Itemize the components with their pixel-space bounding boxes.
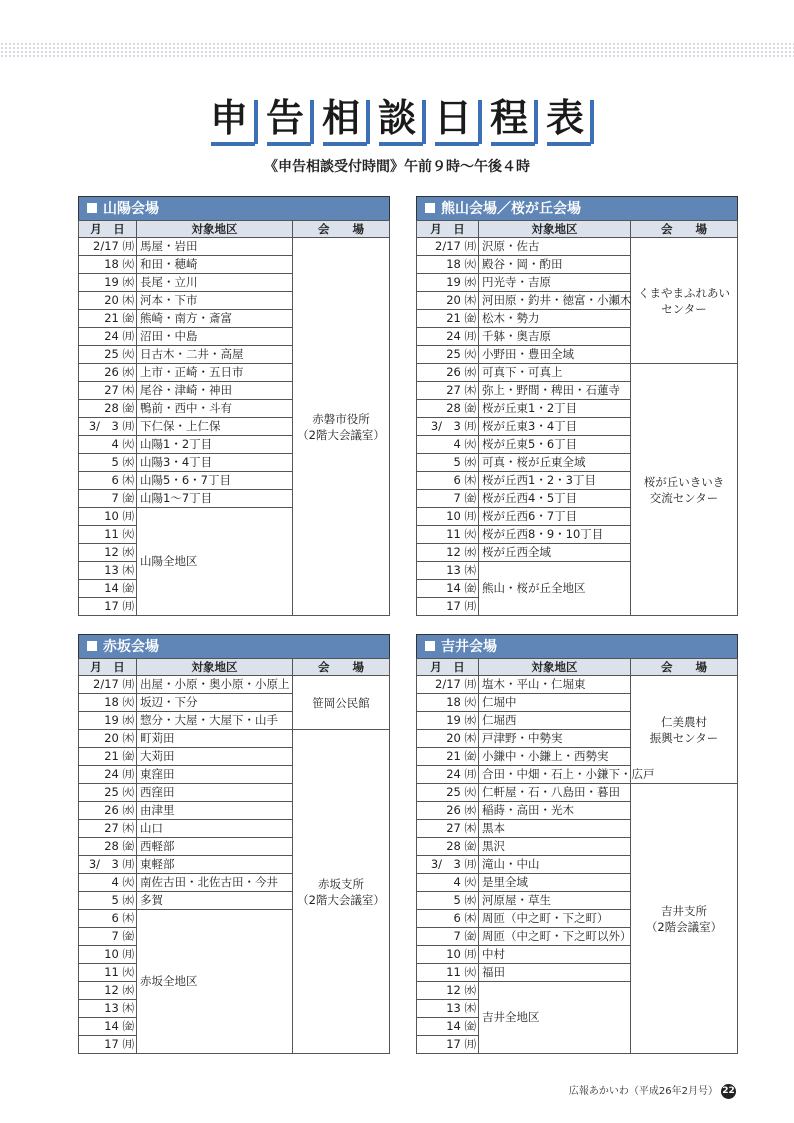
column-header-venue: 会 場 bbox=[293, 659, 390, 676]
area-cell: 河田原・釣井・徳富・小瀬木 bbox=[479, 292, 631, 310]
area-cell-merged: 吉井全地区 bbox=[479, 982, 631, 1054]
column-header-area: 対象地区 bbox=[479, 221, 631, 238]
date-cell: 4 ㈫ bbox=[79, 436, 137, 454]
date-cell: 26 ㈬ bbox=[79, 364, 137, 382]
area-cell: 日古木・二井・高屋 bbox=[137, 346, 293, 364]
date-cell: 21 ㈮ bbox=[79, 748, 137, 766]
date-cell: 6 ㈭ bbox=[417, 910, 479, 928]
date-cell: 4 ㈫ bbox=[417, 436, 479, 454]
schedule-table bbox=[416, 658, 738, 1054]
date-cell: 17 ㈪ bbox=[417, 598, 479, 616]
date-cell: 24 ㈪ bbox=[79, 328, 137, 346]
area-cell: 町苅田 bbox=[137, 730, 293, 748]
date-cell: 25 ㈫ bbox=[79, 784, 137, 802]
area-cell: 殿谷・岡・酌田 bbox=[479, 256, 631, 274]
title-char: 日 bbox=[431, 96, 475, 140]
header-row bbox=[417, 221, 738, 238]
area-cell: 中村 bbox=[479, 946, 631, 964]
area-cell: 桜が丘西8・9・10丁目 bbox=[479, 526, 631, 544]
date-cell: 14 ㈮ bbox=[79, 1018, 137, 1036]
panel-title: 熊山会場／桜が丘会場 bbox=[441, 201, 581, 217]
date-cell: 18 ㈫ bbox=[79, 256, 137, 274]
venue-cell: 桜が丘いきいき 交流センター bbox=[631, 364, 738, 616]
panel-heading bbox=[78, 196, 390, 220]
area-cell: 周匝（中之町・下之町） bbox=[479, 910, 631, 928]
date-cell: 5 ㈬ bbox=[417, 892, 479, 910]
column-header-date: 月 日 bbox=[417, 659, 479, 676]
date-cell: 24 ㈪ bbox=[79, 766, 137, 784]
date-cell: 20 ㈭ bbox=[417, 730, 479, 748]
date-cell: 27 ㈭ bbox=[79, 820, 137, 838]
area-cell: 和田・穂崎 bbox=[137, 256, 293, 274]
date-cell: 26 ㈬ bbox=[79, 802, 137, 820]
column-header-venue: 会 場 bbox=[293, 221, 390, 238]
date-cell: 3/ 3 ㈪ bbox=[417, 418, 479, 436]
date-cell: 24 ㈪ bbox=[417, 328, 479, 346]
date-cell: 18 ㈫ bbox=[417, 694, 479, 712]
date-cell: 21 ㈮ bbox=[417, 748, 479, 766]
title-char: 告 bbox=[263, 96, 307, 140]
panel-title: 赤坂会場 bbox=[103, 639, 159, 655]
date-cell: 17 ㈪ bbox=[79, 1036, 137, 1054]
date-cell: 7 ㈮ bbox=[79, 490, 137, 508]
venue-cell: 赤磐市役所 （2階大会議室） bbox=[293, 238, 390, 616]
area-cell: 山陽3・4丁目 bbox=[137, 454, 293, 472]
area-cell: 出屋・小原・奥小原・小原上 bbox=[137, 676, 293, 694]
date-cell: 10 ㈪ bbox=[417, 946, 479, 964]
venue-cell: 笹岡公民館 bbox=[293, 676, 390, 730]
area-cell: 可真下・可真上 bbox=[479, 364, 631, 382]
title-char: 申 bbox=[207, 96, 251, 140]
area-cell: 桜が丘西1・2・3丁目 bbox=[479, 472, 631, 490]
area-cell: 西軽部 bbox=[137, 838, 293, 856]
date-cell: 20 ㈭ bbox=[417, 292, 479, 310]
area-cell: 是里全域 bbox=[479, 874, 631, 892]
area-cell: 熊崎・南方・斎富 bbox=[137, 310, 293, 328]
date-cell: 4 ㈫ bbox=[79, 874, 137, 892]
date-cell: 25 ㈫ bbox=[79, 346, 137, 364]
date-cell: 7 ㈮ bbox=[417, 490, 479, 508]
area-cell: 円光寺・吉原 bbox=[479, 274, 631, 292]
date-cell: 17 ㈪ bbox=[79, 598, 137, 616]
area-cell: 桜が丘東5・6丁目 bbox=[479, 436, 631, 454]
column-header-venue: 会 場 bbox=[631, 221, 738, 238]
area-cell: 東軽部 bbox=[137, 856, 293, 874]
date-cell: 28 ㈮ bbox=[79, 400, 137, 418]
date-cell: 5 ㈬ bbox=[417, 454, 479, 472]
area-cell: 千躰・奥吉原 bbox=[479, 328, 631, 346]
date-cell: 11 ㈫ bbox=[417, 964, 479, 982]
area-cell: 山陽1・2丁目 bbox=[137, 436, 293, 454]
date-cell: 18 ㈫ bbox=[417, 256, 479, 274]
date-cell: 19 ㈬ bbox=[417, 712, 479, 730]
area-cell: 稲蒔・高田・光木 bbox=[479, 802, 631, 820]
area-cell: 桜が丘西6・7丁目 bbox=[479, 508, 631, 526]
footer bbox=[569, 1082, 736, 1099]
date-cell: 11 ㈫ bbox=[79, 964, 137, 982]
date-cell: 21 ㈮ bbox=[417, 310, 479, 328]
date-cell: 25 ㈫ bbox=[417, 346, 479, 364]
page-number: 22 bbox=[721, 1084, 736, 1099]
area-cell: 塩木・平山・仁堀東 bbox=[479, 676, 631, 694]
date-cell: 10 ㈪ bbox=[79, 508, 137, 526]
date-cell: 20 ㈭ bbox=[79, 292, 137, 310]
column-header-area: 対象地区 bbox=[137, 221, 293, 238]
publication-name: 広報あかいわ（平成26年2月号） bbox=[568, 1086, 718, 1097]
area-cell: 東窪田 bbox=[137, 766, 293, 784]
date-cell: 28 ㈮ bbox=[417, 838, 479, 856]
date-cell: 7 ㈮ bbox=[79, 928, 137, 946]
area-cell: 由津里 bbox=[137, 802, 293, 820]
area-cell: 沼田・中島 bbox=[137, 328, 293, 346]
panel-akasaka bbox=[78, 634, 390, 1054]
date-cell: 13 ㈭ bbox=[79, 1000, 137, 1018]
area-cell: 周匝（中之町・下之町以外） bbox=[479, 928, 631, 946]
date-cell: 3/ 3 ㈪ bbox=[417, 856, 479, 874]
area-cell: 黒沢 bbox=[479, 838, 631, 856]
venue-cell: 仁美農村 振興センター bbox=[631, 676, 738, 784]
area-cell: 小鎌中・小鎌上・西勢実 bbox=[479, 748, 631, 766]
date-cell: 19 ㈬ bbox=[79, 712, 137, 730]
area-cell: 松木・勢力 bbox=[479, 310, 631, 328]
panel-yoshii bbox=[416, 634, 738, 1054]
date-cell: 6 ㈭ bbox=[79, 472, 137, 490]
area-cell: 桜が丘西4・5丁目 bbox=[479, 490, 631, 508]
area-cell: 多賀 bbox=[137, 892, 293, 910]
title-char: 相 bbox=[319, 96, 363, 140]
date-cell: 13 ㈭ bbox=[417, 1000, 479, 1018]
table-row bbox=[417, 238, 738, 256]
date-cell: 14 ㈮ bbox=[79, 580, 137, 598]
panel-heading bbox=[416, 634, 738, 658]
title-char: 表 bbox=[543, 96, 587, 140]
panel-title: 山陽会場 bbox=[103, 201, 159, 217]
column-header-area: 対象地区 bbox=[137, 659, 293, 676]
date-cell: 3/ 3 ㈪ bbox=[79, 856, 137, 874]
table-row bbox=[79, 730, 390, 748]
header-row bbox=[79, 221, 390, 238]
date-cell: 13 ㈭ bbox=[79, 562, 137, 580]
schedule-table bbox=[78, 220, 390, 616]
panel-title: 吉井会場 bbox=[441, 639, 497, 655]
header-dot-band bbox=[0, 42, 794, 58]
venue-cell: くまやまふれあい センター bbox=[631, 238, 738, 364]
page-title bbox=[0, 96, 794, 148]
date-cell: 10 ㈪ bbox=[79, 946, 137, 964]
panel-sanyo bbox=[78, 196, 390, 616]
area-cell: 沢原・佐古 bbox=[479, 238, 631, 256]
date-cell: 20 ㈭ bbox=[79, 730, 137, 748]
date-cell: 12 ㈬ bbox=[417, 982, 479, 1000]
area-cell: 合田・中畑・石上・小鎌下・広戸 bbox=[479, 766, 631, 784]
area-cell: 鴨前・西中・斗有 bbox=[137, 400, 293, 418]
date-cell: 2/17 ㈪ bbox=[79, 676, 137, 694]
date-cell: 27 ㈭ bbox=[417, 382, 479, 400]
date-cell: 14 ㈮ bbox=[417, 580, 479, 598]
square-bullet-icon bbox=[425, 203, 435, 213]
area-cell: 山陽1〜7丁目 bbox=[137, 490, 293, 508]
panel-heading bbox=[416, 196, 738, 220]
date-cell: 2/17 ㈪ bbox=[417, 676, 479, 694]
table-row bbox=[417, 676, 738, 694]
area-cell: 桜が丘東3・4丁目 bbox=[479, 418, 631, 436]
date-cell: 11 ㈫ bbox=[79, 526, 137, 544]
area-cell: 黒本 bbox=[479, 820, 631, 838]
area-cell: 可真・桜が丘東全域 bbox=[479, 454, 631, 472]
area-cell: 大苅田 bbox=[137, 748, 293, 766]
area-cell-merged: 山陽全地区 bbox=[137, 508, 293, 616]
date-cell: 27 ㈭ bbox=[417, 820, 479, 838]
schedule-table bbox=[78, 658, 390, 1054]
area-cell: 惣分・大屋・大屋下・山手 bbox=[137, 712, 293, 730]
area-cell: 仁堀中 bbox=[479, 694, 631, 712]
area-cell: 上市・正崎・五日市 bbox=[137, 364, 293, 382]
date-cell: 5 ㈬ bbox=[79, 454, 137, 472]
venue-cell: 赤坂支所 （2階大会議室） bbox=[293, 730, 390, 1054]
date-cell: 2/17 ㈪ bbox=[417, 238, 479, 256]
date-cell: 6 ㈭ bbox=[79, 910, 137, 928]
area-cell-merged: 赤坂全地区 bbox=[137, 910, 293, 1054]
area-cell: 福田 bbox=[479, 964, 631, 982]
area-cell: 下仁保・上仁保 bbox=[137, 418, 293, 436]
date-cell: 14 ㈮ bbox=[417, 1018, 479, 1036]
date-cell: 13 ㈭ bbox=[417, 562, 479, 580]
area-cell: 長尾・立川 bbox=[137, 274, 293, 292]
date-cell: 18 ㈫ bbox=[79, 694, 137, 712]
table-row bbox=[417, 364, 738, 382]
date-cell: 25 ㈫ bbox=[417, 784, 479, 802]
area-cell: 山陽5・6・7丁目 bbox=[137, 472, 293, 490]
area-cell: 河本・下市 bbox=[137, 292, 293, 310]
title-char: 程 bbox=[487, 96, 531, 140]
date-cell: 11 ㈫ bbox=[417, 526, 479, 544]
table-row bbox=[417, 784, 738, 802]
date-cell: 17 ㈪ bbox=[417, 1036, 479, 1054]
date-cell: 21 ㈮ bbox=[79, 310, 137, 328]
area-cell: 戸津野・中勢実 bbox=[479, 730, 631, 748]
column-header-area: 対象地区 bbox=[479, 659, 631, 676]
panel-kumayama-sakuragaoka bbox=[416, 196, 738, 616]
area-cell: 仁堀西 bbox=[479, 712, 631, 730]
area-cell: 河原屋・草生 bbox=[479, 892, 631, 910]
title-char: 談 bbox=[375, 96, 419, 140]
date-cell: 4 ㈫ bbox=[417, 874, 479, 892]
date-cell: 19 ㈬ bbox=[79, 274, 137, 292]
date-cell: 26 ㈬ bbox=[417, 364, 479, 382]
area-cell: 桜が丘西全域 bbox=[479, 544, 631, 562]
square-bullet-icon bbox=[425, 641, 435, 651]
table-row bbox=[79, 676, 390, 694]
column-header-date: 月 日 bbox=[79, 659, 137, 676]
area-cell: 山口 bbox=[137, 820, 293, 838]
panel-heading bbox=[78, 634, 390, 658]
date-cell: 3/ 3 ㈪ bbox=[79, 418, 137, 436]
area-cell: 西窪田 bbox=[137, 784, 293, 802]
schedule-table bbox=[416, 220, 738, 616]
date-cell: 28 ㈮ bbox=[79, 838, 137, 856]
date-cell: 12 ㈬ bbox=[79, 544, 137, 562]
column-header-date: 月 日 bbox=[79, 221, 137, 238]
date-cell: 28 ㈮ bbox=[417, 400, 479, 418]
reception-hours: 《申告相談受付時間》午前９時〜午後４時 bbox=[264, 159, 530, 175]
date-cell: 2/17 ㈪ bbox=[79, 238, 137, 256]
header-row bbox=[79, 659, 390, 676]
date-cell: 24 ㈪ bbox=[417, 766, 479, 784]
area-cell: 尾谷・津崎・神田 bbox=[137, 382, 293, 400]
area-cell: 滝山・中山 bbox=[479, 856, 631, 874]
date-cell: 7 ㈮ bbox=[417, 928, 479, 946]
table-row bbox=[79, 238, 390, 256]
date-cell: 27 ㈭ bbox=[79, 382, 137, 400]
area-cell: 坂辺・下分 bbox=[137, 694, 293, 712]
column-header-venue: 会 場 bbox=[631, 659, 738, 676]
area-cell: 弥上・野間・稗田・石蓮寺 bbox=[479, 382, 631, 400]
date-cell: 19 ㈬ bbox=[417, 274, 479, 292]
venue-cell: 吉井支所 （2階会議室） bbox=[631, 784, 738, 1054]
date-cell: 10 ㈪ bbox=[417, 508, 479, 526]
date-cell: 12 ㈬ bbox=[417, 544, 479, 562]
area-cell: 馬屋・岩田 bbox=[137, 238, 293, 256]
header-row bbox=[417, 659, 738, 676]
date-cell: 5 ㈬ bbox=[79, 892, 137, 910]
area-cell: 小野田・豊田全域 bbox=[479, 346, 631, 364]
date-cell: 12 ㈬ bbox=[79, 982, 137, 1000]
date-cell: 26 ㈬ bbox=[417, 802, 479, 820]
column-header-date: 月 日 bbox=[417, 221, 479, 238]
date-cell: 6 ㈭ bbox=[417, 472, 479, 490]
square-bullet-icon bbox=[87, 641, 97, 651]
area-cell-merged: 熊山・桜が丘全地区 bbox=[479, 562, 631, 616]
area-cell: 仁軒屋・石・八島田・暮田 bbox=[479, 784, 631, 802]
area-cell: 桜が丘東1・2丁目 bbox=[479, 400, 631, 418]
square-bullet-icon bbox=[87, 203, 97, 213]
area-cell: 南佐古田・北佐古田・今井 bbox=[137, 874, 293, 892]
